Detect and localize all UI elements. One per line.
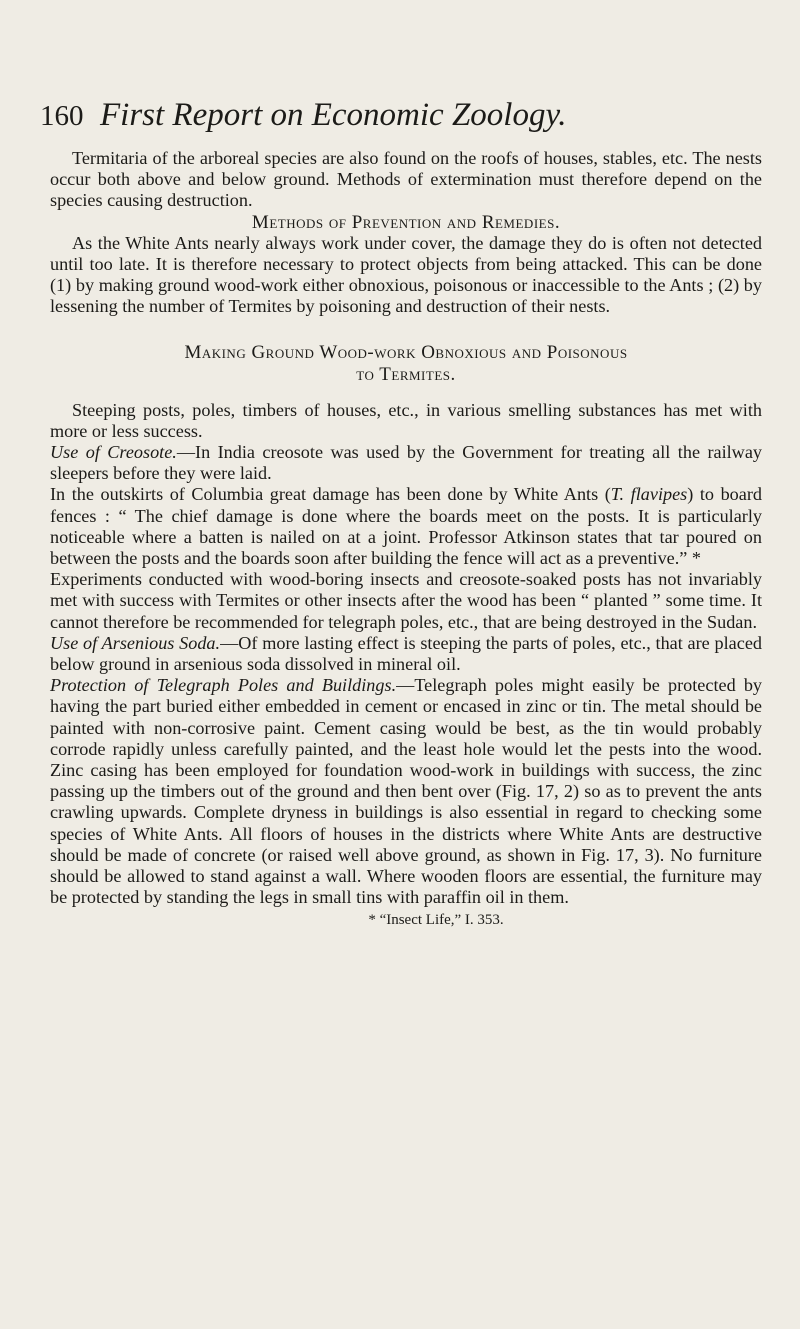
section-heading-making-ground [50,342,762,386]
paragraph-white-ants: As the White Ants nearly always work under cover, the damage they do is often not detected until too late. It is therefore necessary to protect objects from being attacked. This can be done (1) by making ground wood-work either obnoxious, poisonous or inaccessible to the Ants ; (2) by lessening the number of Termites by poisoning and destruction of their nests. [50,232,762,317]
body-text [50,148,762,931]
section-heading-line-2: to Termites. [356,363,456,385]
paragraph-columbia-start: In the outskirts of Columbia great damage has been done by White Ants ( [50,484,611,505]
species-name: T. flavipes [610,484,688,505]
paragraph-columbia [50,484,762,569]
subtitle-arsenious: Use of Arsenious Soda. [50,632,221,653]
running-title: First Report on Economic Zoology. [100,97,567,133]
paragraph-experiments: Experiments conducted with wood-boring insects and creosote-soaked posts has not invariably met with success with Termites or other insects after the wood has been “ planted ” some time. It cannot therefore be recommended for telegraph poles, etc., that are being destroyed in the Sudan. [50,569,762,632]
subtitle-protection: Protection of Telegraph Poles and Buildings. [50,675,397,696]
footnote: * “Insect Life,” I. 353. [368,911,504,928]
subtitle-creosote: Use of Creosote. [50,442,177,463]
section-heading-methods: Methods of Prevention and Remedies. [251,211,561,233]
paragraph-arsenious [50,633,762,675]
paragraph-termitaria: Termitaria of the arboreal species are also found on the roofs of houses, stables, etc. The nests occur both above and below ground. Methods of extermination must therefore depend on the species causing destruction. [50,148,762,211]
paragraph-protection [50,675,762,908]
section-heading-line-1: Making Ground Wood-work Obnoxious and Poisonous [184,341,628,363]
paragraph-columbia-end: ) to board fences : “ The chief damage is done where the boards meet on the posts. It is particularly noticeable where a batten is nailed on at a joint. Professor Atkinson states that tar poured on between the posts and the boards soon after building the fence will act as a preventive.” * [50,484,762,569]
page-number: 160 [40,100,84,132]
paragraph-creosote [50,442,762,484]
paragraph-arsenious-body: —Of more lasting effect is steeping the parts of poles, etc., that are placed below ground in arsenious soda dissolved in mineral oil. [50,632,762,675]
paragraph-creosote-body: —In India creosote was used by the Government for treating all the railway sleepers before they were laid. [50,442,762,484]
paragraph-protection-body: —Telegraph poles might easily be protected by having the part buried either embedded in cement or encased in zinc or tin. The metal should be painted with non-corrosive paint. Cement casing would be best, as the tin would probably corrode rapidly unless carefully painted, and the least hole would let the pests into the wood. Zinc casing has been employed for foundation wood-work in buildings with success, the zinc passing up the timbers out of the ground and then bent over (Fig. 17, 2) so as to prevent the ants crawling upwards. Complete dryness in buildings is also essential in regard to checking some species of White Ants. All floors of houses in the districts where White Ants are destructive should be made of concrete (or raised well above ground, as shown in Fig. 17, 3). No furniture should be allowed to stand against a wall. Where wooden floors are essential, the furniture may be protected by standing the legs in small tins with paraffin oil in them. [50,675,763,908]
paragraph-steeping: Steeping posts, poles, timbers of houses, etc., in various smelling substances has met with more or less success. [50,399,762,441]
